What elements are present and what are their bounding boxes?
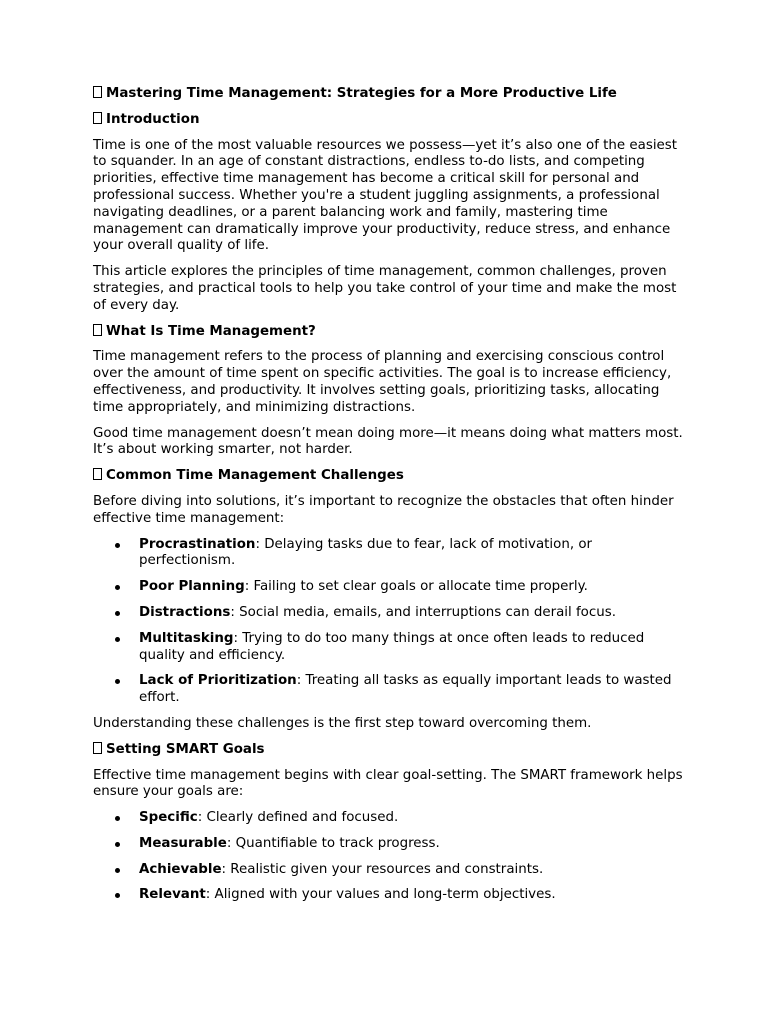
- missing-glyph-icon: [93, 324, 102, 336]
- list-item-term: Measurable: [139, 835, 227, 851]
- paragraph: This article explores the principles of time management, common challenges, proven strategies, and practical tools to help you take control of your time and make the most of every day.: [93, 264, 677, 313]
- section-heading-text: Introduction: [106, 111, 200, 127]
- list-item: [93, 631, 683, 665]
- section-heading: [93, 468, 683, 485]
- list-item: [93, 579, 683, 596]
- paragraph: Before diving into solutions, it’s important to recognize the obstacles that often hinder effective time management:: [93, 493, 674, 526]
- bullet-dot-icon: [115, 679, 120, 684]
- list-item-text: : Delaying tasks due to fear, lack of motivation, or perfectionism.: [139, 536, 593, 569]
- list-item-term: Lack of Prioritization: [139, 673, 297, 689]
- missing-glyph-icon: [93, 742, 102, 754]
- list-item-term: Poor Planning: [139, 579, 245, 595]
- bullet-dot-icon: [115, 842, 120, 847]
- document-body: [93, 112, 683, 904]
- bullet-dot-icon: [115, 816, 120, 821]
- paragraph: Effective time management begins with clear goal-setting. The SMART framework helps ensure your goals are:: [93, 767, 683, 800]
- list-item-term: Distractions: [139, 604, 231, 620]
- list-item-term: Relevant: [139, 887, 206, 903]
- list-item-term: Specific: [139, 810, 198, 826]
- section-heading: [93, 112, 683, 129]
- section-heading: [93, 324, 683, 341]
- list-item: [93, 810, 683, 827]
- section-heading-text: What Is Time Management?: [106, 323, 316, 339]
- missing-glyph-icon: [93, 86, 102, 98]
- missing-glyph-icon: [93, 112, 102, 124]
- bullet-dot-icon: [115, 868, 120, 873]
- list-item: [93, 537, 683, 571]
- list-item-term: Achievable: [139, 861, 222, 877]
- list-item-term: Procrastination: [139, 536, 256, 552]
- list-item-text: : Treating all tasks as equally important leads to wasted effort.: [139, 673, 672, 706]
- bullet-dot-icon: [115, 611, 120, 616]
- list-item: [93, 673, 683, 707]
- section-heading-text: Common Time Management Challenges: [106, 468, 404, 484]
- paragraph: Understanding these challenges is the first step toward overcoming them.: [93, 715, 592, 731]
- list-item-text: : Failing to set clear goals or allocate time properly.: [244, 579, 588, 595]
- section-heading-text: Setting SMART Goals: [106, 741, 265, 757]
- document-page: [93, 86, 683, 913]
- list-item: [93, 887, 683, 904]
- document-title-text: Mastering Time Management: Strategies for a More Productive Life: [106, 86, 617, 101]
- list-item-text: : Clearly defined and focused.: [197, 810, 399, 826]
- bullet-dot-icon: [115, 543, 120, 548]
- list-item-text: : Aligned with your values and long-term objectives.: [205, 887, 556, 903]
- document-title: [93, 86, 683, 103]
- bullet-list: [93, 810, 683, 904]
- list-item: [93, 605, 683, 622]
- list-item-text: : Social media, emails, and interruptions can derail focus.: [230, 604, 616, 620]
- bullet-dot-icon: [115, 637, 120, 642]
- bullet-list: [93, 537, 683, 707]
- list-item: [93, 862, 683, 879]
- bullet-dot-icon: [115, 585, 120, 590]
- list-item-term: Multitasking: [139, 630, 234, 646]
- list-item-text: : Realistic given your resources and constraints.: [221, 861, 544, 877]
- paragraph: Good time management doesn’t mean doing more—it means doing what matters most. It’s about working smarter, not harder.: [93, 425, 683, 458]
- bullet-dot-icon: [115, 893, 120, 898]
- paragraph: Time management refers to the process of planning and exercising conscious control over the amount of time spent on specific activities. The goal is to increase efficiency, effectiveness, and productivity. It involves setting goals, prioritizing tasks, allocating time appropriately, and minimizing distractions.: [93, 349, 672, 415]
- section-heading: [93, 742, 683, 759]
- missing-glyph-icon: [93, 468, 102, 480]
- paragraph: Time is one of the most valuable resources we possess—yet it’s also one of the easiest to squander. In an age of constant distractions, endless to-do lists, and competing priorities, effective time management has become a critical skill for personal and professional success. Whether you're a student juggling assignments, a professional navigating deadlines, or a parent balancing work and family, mastering time management can dramatically improve your productivity, reduce stress, and enhance your overall quality of life.: [93, 137, 678, 254]
- list-item-text: : Trying to do too many things at once often leads to reduced quality and efficiency.: [139, 630, 645, 663]
- list-item-text: : Quantifiable to track progress.: [226, 835, 440, 851]
- list-item: [93, 836, 683, 853]
